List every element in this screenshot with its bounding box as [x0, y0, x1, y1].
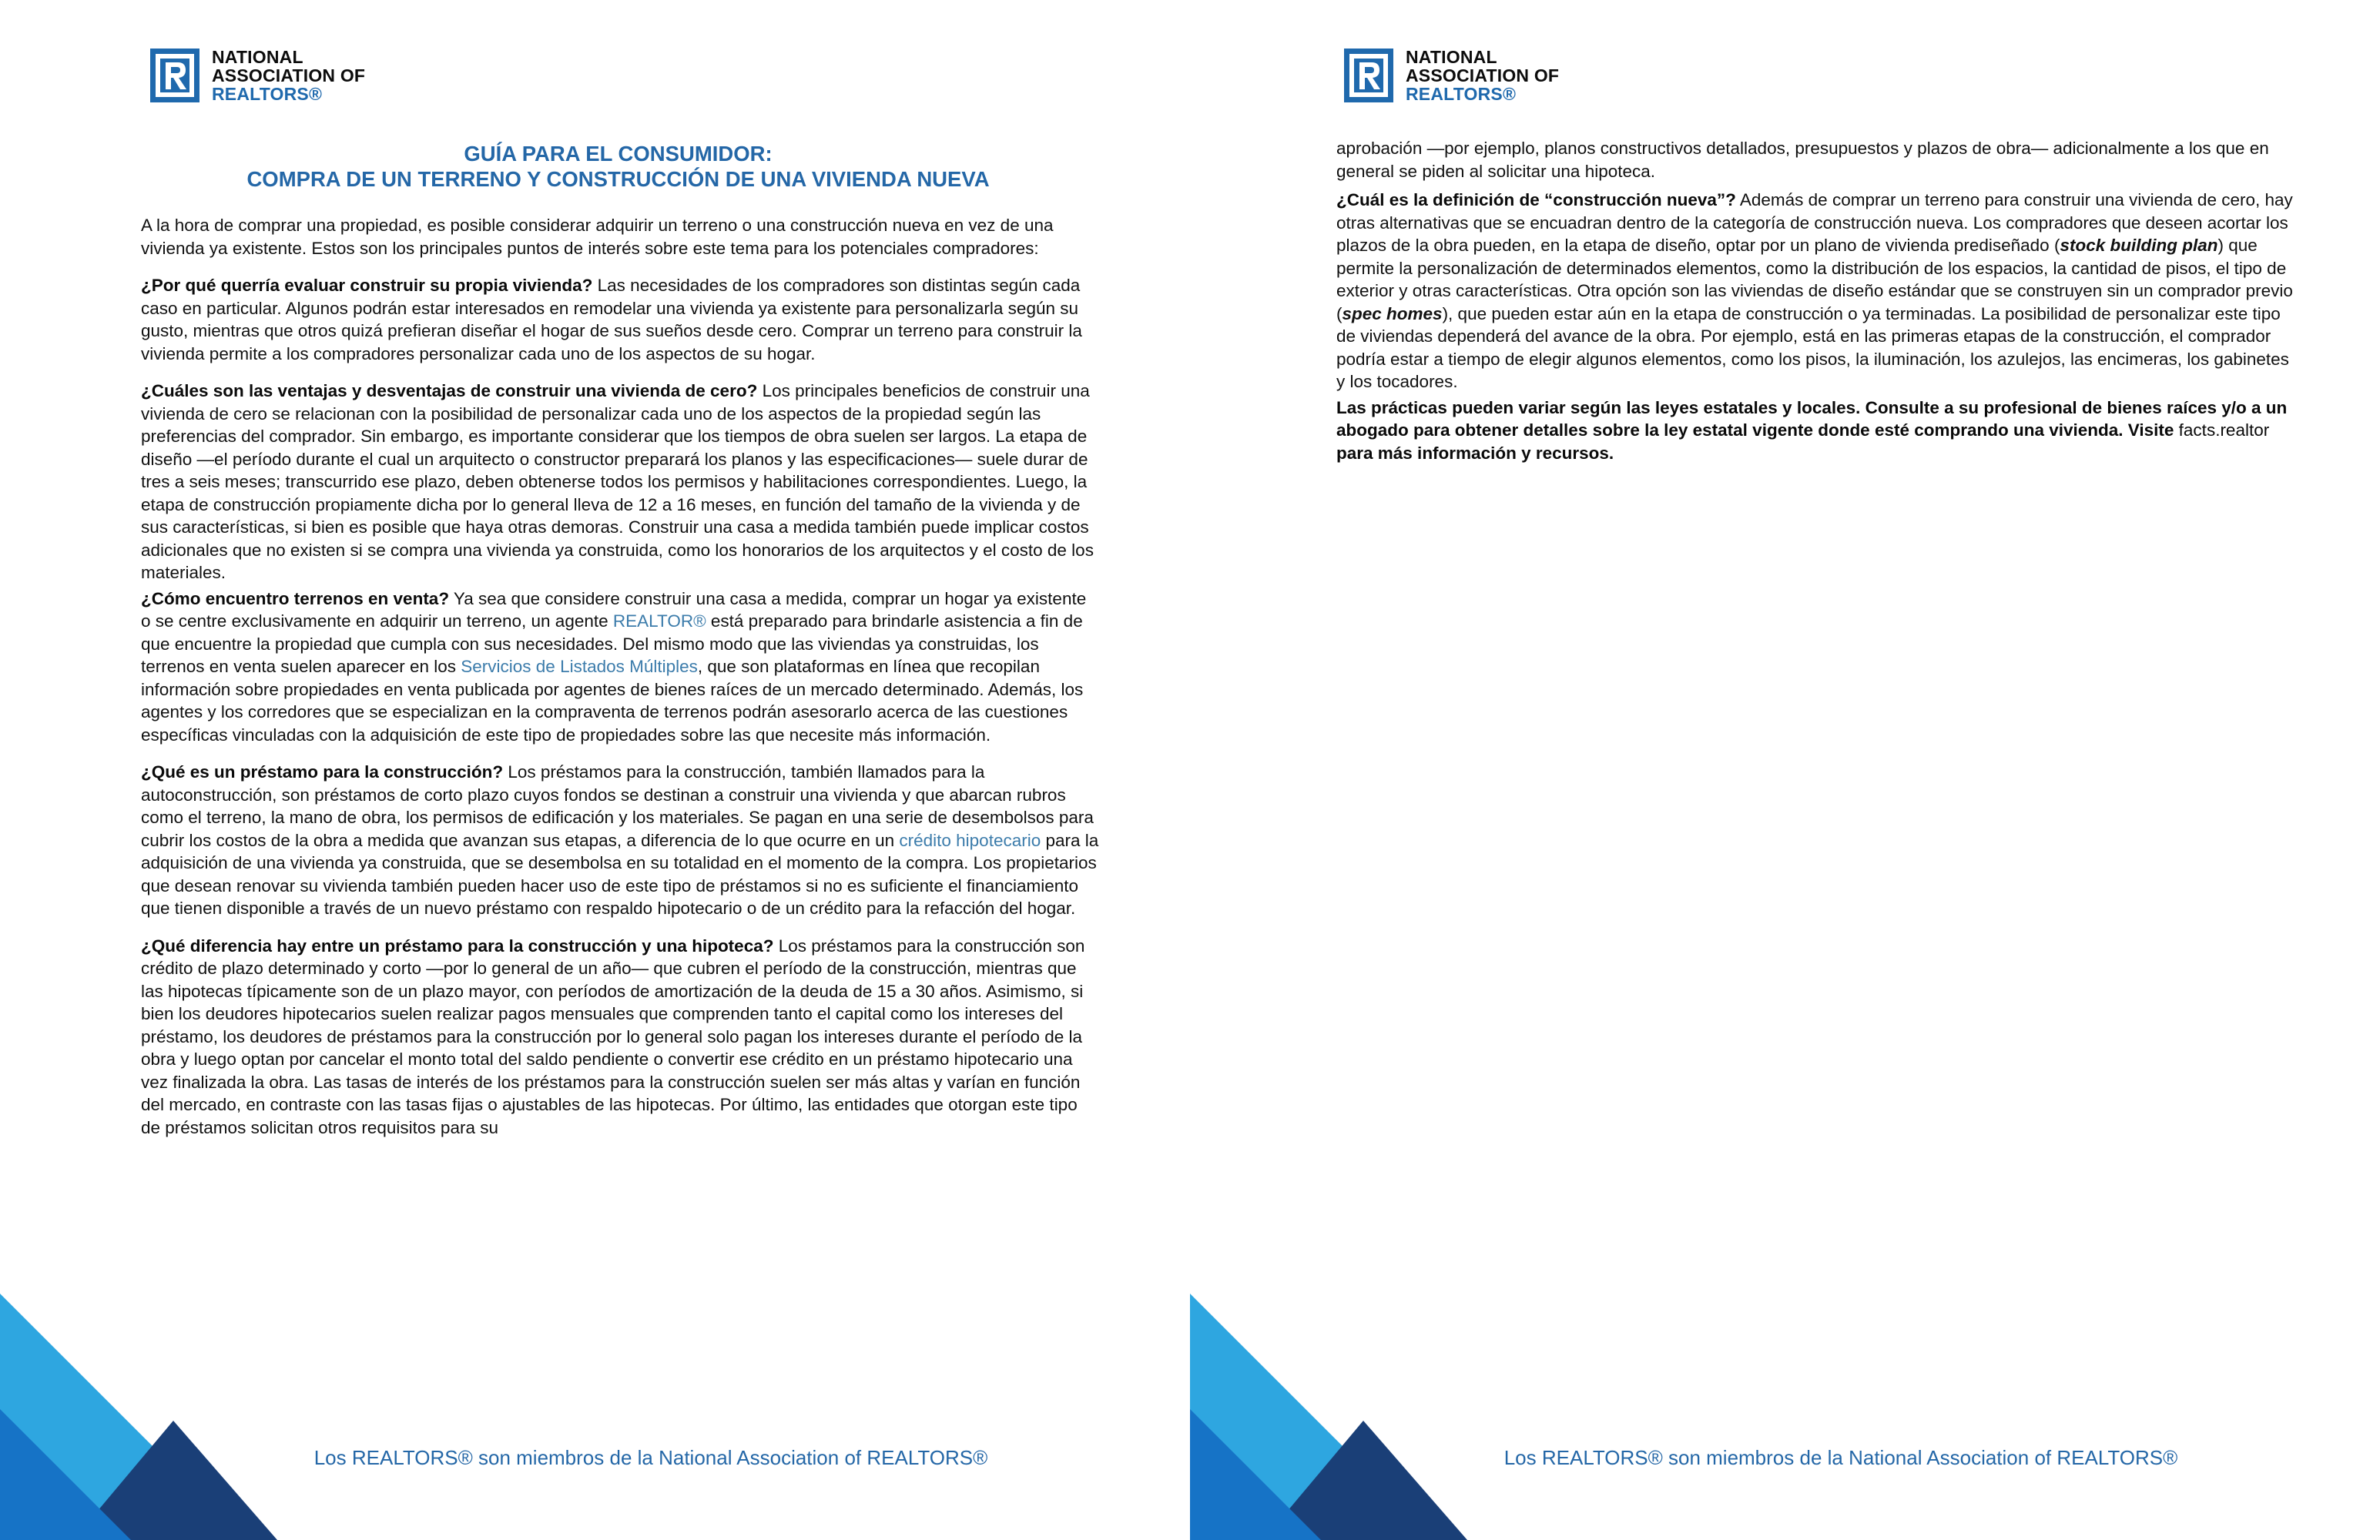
- right-body: [1336, 137, 2295, 479]
- logo-line-3: REALTORS®: [212, 84, 323, 104]
- realtor-r-icon: [1344, 49, 1393, 102]
- logo-line-2: ASSOCIATION OF: [212, 65, 366, 85]
- logo-line-1: NATIONAL: [212, 47, 303, 67]
- mls-link[interactable]: Servicios de Listados Múltiples: [461, 657, 698, 676]
- title-line-2: COMPRA DE UN TERRENO Y CONSTRUCCIÓN DE UNA VIVIENDA NUEVA: [246, 167, 990, 191]
- question-heading: ¿Cómo encuentro terrenos en venta?: [141, 588, 450, 608]
- intro-paragraph: A la hora de comprar una propiedad, es posible considerar adquirir un terreno o una construcción nueva en vez de una vivienda ya existente. Estos son los principales puntos de interés sobre este tema para los potenciales compradores:: [141, 216, 1054, 258]
- question-heading: ¿Qué es un préstamo para la construcción?: [141, 762, 504, 782]
- facts-realtor-link[interactable]: facts.realtor: [2178, 420, 2270, 440]
- section-new-construction: ¿Cuál es la definición de “construcción nueva”? Además de comprar un terreno para construir una vivienda de cero, hay otras alternativas que se encuadran dentro de la categoría de construcción nueva. Los compradores que deseen acortar los plazos de la obra pueden, en la etapa de diseño, optar por un plano de vivienda prediseñado (stock building plan) que permite la personalización de determinados elementos, como la distribución de los espacios, la cantidad de pisos, el tipo de exterior y otras características. Otra opción son las viviendas de diseño estándar que se construyen sin un comprador previo (spec homes), que pueden estar aún en la etapa de construcción o ya terminadas. La posibilidad de personalizar este tipo de viviendas dependerá del avance de la obra. Por ejemplo, está en las primeras etapas de la construcción, el comprador podría estar a tiempo de elegir algunos elementos, como los pisos, la iluminación, los azulejos, las encimeras, los gabinetes y los tocadores.: [1336, 190, 2293, 391]
- question-heading: ¿Por qué querría evaluar construir su propia vivienda?: [141, 276, 593, 295]
- section-pros-cons: ¿Cuáles son las ventajas y desventajas de construir una vivienda de cero? Los principales beneficios de construir una vivienda de cero se relacionan con la posibilidad de personalizar cada uno de los aspectos de la propiedad según las preferencias del comprador. Sin embargo, es importante considerar que los tiempos de obra suelen ser largos. La etapa de diseño —el período durante el cual un arquitecto o constructor preparará los planos y las especificaciones— suele durar de tres a seis meses; transcurrido ese plazo, deben obtenerse todos los permisos y habilitaciones correspondientes. Luego, la etapa de construcción propiamente dicha por lo general lleva de 12 a 16 meses, en función del tamaño de la vivienda y de sus características, si bien es posible que haya otras demoras. Construir una casa a medida también puede implicar costos adicionales que no existen si se compra una vivienda ya construida, como los honorarios de los arquitectos y el costo de los materiales.: [141, 381, 1094, 582]
- term-spec-homes: spec homes: [1342, 303, 1443, 323]
- question-heading: ¿Cuál es la definición de “construcción nueva”?: [1336, 190, 1736, 209]
- page-2: [1190, 0, 2380, 1540]
- section-why-build: ¿Por qué querría evaluar construir su propia vivienda? Las necesidades de los compradores son distintas según cada caso en particular. Algunos podrán estar interesados en remodelar una vivienda ya existente para personalizarla según su gusto, mientras que otros quizá prefieran diseñar el hogar de sus sueños desde cero. Comprar un terreno para construir la vivienda permite a los compradores personalizar cada uno de los aspectos de su hogar.: [141, 276, 1082, 363]
- question-heading: ¿Qué diferencia hay entre un préstamo para la construcción y una hipoteca?: [141, 936, 774, 956]
- section-find-land: ¿Cómo encuentro terrenos en venta? Ya sea que considere construir una casa a medida, comprar un hogar ya existente o se centre exclusivamente en adquirir un terreno, un agente REALTOR® está preparado para brindarle asistencia a fin de que encuentre la propiedad que cumpla con sus necesidades. Del mismo modo que las viviendas ya construidas, los terrenos en venta suelen aparecer en los Servicios de Listados Múltiples, que son plataformas en línea que recopilan información sobre propiedades en venta publicada por agentes de bienes raíces de un mercado determinado. Además, los agentes y los corredores que se especializan en la compraventa de terrenos podrán asesorarlo acerca de las cuestiones específicas vinculadas con la adquisición de este tipo de propiedades sobre las que necesite más información.: [141, 588, 1087, 745]
- left-body: [141, 214, 1100, 1153]
- logo-line-1: NATIONAL: [1406, 47, 1497, 67]
- term-stock-building-plan: stock building plan: [2060, 236, 2218, 255]
- question-heading: ¿Cuáles son las ventajas y desventajas de construir una vivienda de cero?: [141, 381, 758, 400]
- footer-text: Los REALTORS® son miembros de la National Association of REALTORS®: [1503, 1446, 2178, 1469]
- logo-line-3: REALTORS®: [1406, 84, 1517, 104]
- page-title: [139, 141, 1098, 192]
- corner-triangle-decoration: [1190, 1294, 1467, 1540]
- nar-logo: [1344, 48, 1559, 103]
- section-construction-loan: ¿Qué es un préstamo para la construcción? Los préstamos para la construcción, también llamados para la autoconstrucción, son préstamos de corto plazo cuyos fondos se destinan a construir una vivienda y que abarcan rubros como el terreno, la mano de obra, los permisos de edificación y los materiales. Se pagan en una serie de desembolsos para cubrir los costos de la obra a medida que avanzan sus etapas, a diferencia de lo que ocurre en un crédito hipotecario para la adquisición de una vivienda ya construida, que se desembolsa en su totalidad en el momento de la compra. Los propietarios que desean renovar su vivienda también pueden hacer uso de este tipo de préstamos si no es suficiente el financiamiento que tienen disponible a través de un nuevo préstamo con respaldo hipotecario o de un crédito para la refacción del hogar.: [141, 762, 1099, 918]
- continuation-paragraph: aprobación —por ejemplo, planos constructivos detallados, presupuestos y plazos de obra— adicionalmente a los que en general se piden al solicitar una hipoteca.: [1336, 139, 2269, 181]
- footer-text: Los REALTORS® son miembros de la National Association of REALTORS®: [313, 1446, 988, 1469]
- closing-note: Las prácticas pueden variar según las leyes estatales y locales. Consulte a su profesional de bienes raíces y/o a un abogado para obtener detalles sobre la ley estatal vigente donde esté comprando una vivienda. Visite facts.realtor para más información y recursos.: [1336, 397, 2288, 463]
- section-loan-vs-mortgage: ¿Qué diferencia hay entre un préstamo para la construcción y una hipoteca? Los préstamos para la construcción son crédito de plazo determinado y corto —por lo general de un año— que cubren el período de la construcción, mientras que las hipotecas típicamente son de un plazo mayor, con períodos de amortización de la deuda de 15 a 30 años. Asimismo, si bien los deudores hipotecarios suelen realizar pagos mensuales que comprenden tanto el capital como los intereses del préstamo, los deudores de préstamos para la construcción por lo general solo pagan los intereses durante el período de la obra y luego optan por cancelar el monto total del saldo pendiente o convertir ese crédito en un préstamo hipotecario una vez finalizada la obra. Las tasas de interés de los préstamos para la construcción suelen ser más altas y varían en función del mercado, en contraste con las tasas fijas o ajustables de las hipotecas. Por último, las entidades que otorgan este tipo de préstamos solicitan otros requisitos para su: [141, 936, 1085, 1137]
- mortgage-link[interactable]: crédito hipotecario: [899, 830, 1041, 850]
- corner-triangle-decoration: [0, 1294, 277, 1540]
- realtor-r-icon: [150, 49, 199, 102]
- logo-line-2: ASSOCIATION OF: [1406, 65, 1560, 85]
- title-line-1: GUÍA PARA EL CONSUMIDOR:: [464, 142, 773, 166]
- realtor-link[interactable]: REALTOR®: [612, 611, 706, 631]
- nar-logo: [150, 48, 365, 103]
